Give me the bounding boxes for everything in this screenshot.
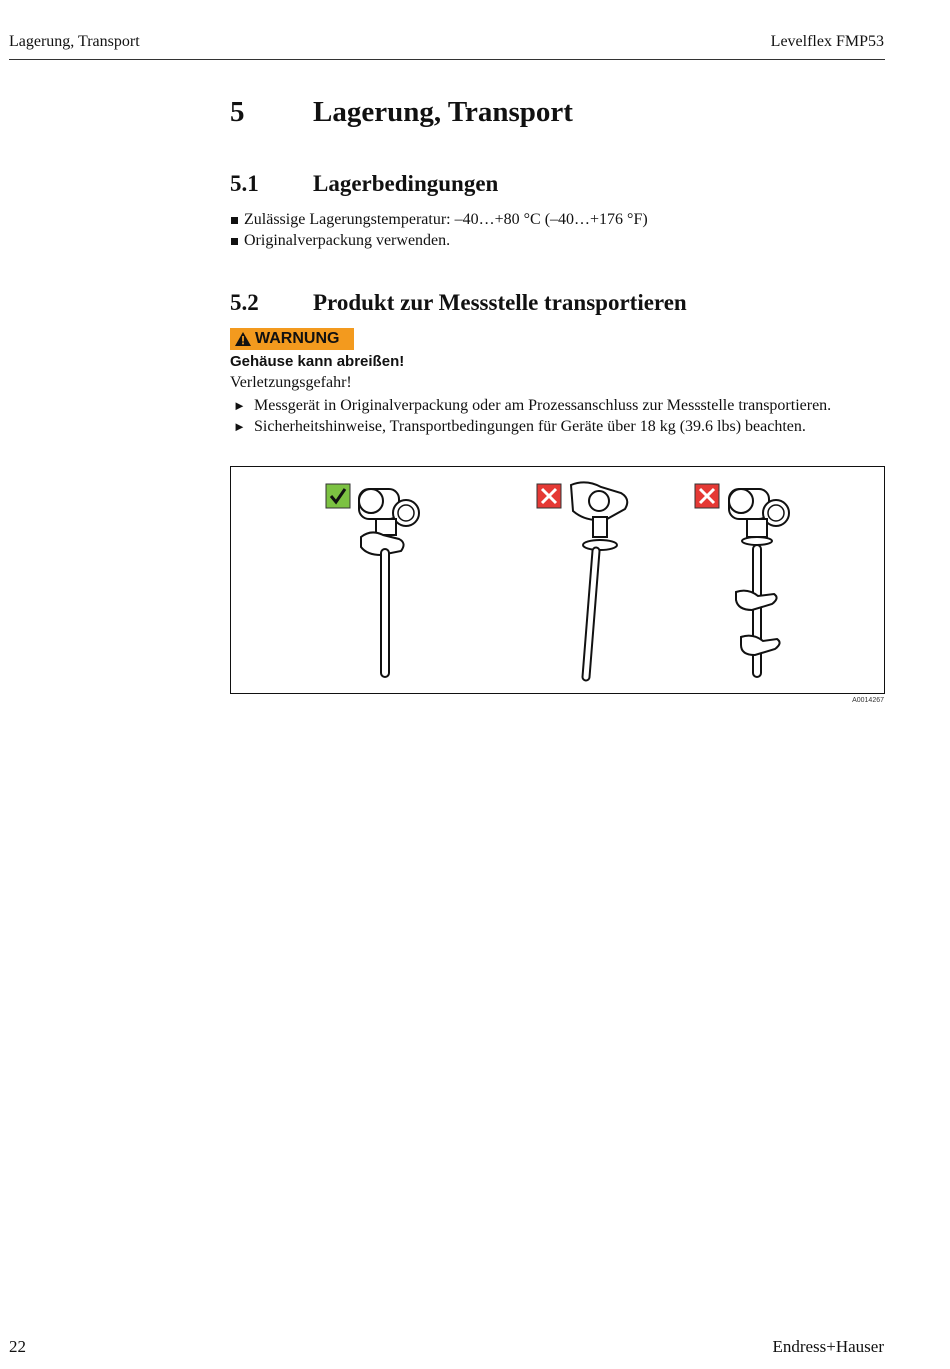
header-divider xyxy=(9,59,885,60)
chapter-heading xyxy=(230,96,573,129)
section-number: 5.1 xyxy=(230,171,259,196)
list-item: Zulässige Lagerungstemperatur: –40…+80 °C (–40…+176 °F) xyxy=(230,209,648,230)
section-title: Produkt zur Messstelle transportieren xyxy=(313,290,687,315)
brand-footer: Endress+Hauser xyxy=(772,1337,884,1356)
correct-panel xyxy=(326,484,419,677)
page-number: 22 xyxy=(9,1337,26,1356)
warning-badge xyxy=(230,328,354,350)
section-heading-5-2 xyxy=(230,290,687,316)
warning-title: Gehäuse kann abreißen! xyxy=(230,353,405,370)
list-item: Originalverpackung verwenden. xyxy=(230,230,648,251)
list-item xyxy=(230,395,831,416)
transport-illustration xyxy=(231,467,884,693)
warning-label: WARNUNG xyxy=(255,330,340,347)
section-heading-5-1 xyxy=(230,171,498,197)
chapter-title: Lagerung, Transport xyxy=(313,96,573,128)
wrong-panel-2 xyxy=(695,484,789,677)
figure-code: A0014267 xyxy=(852,697,884,704)
running-header-left: Lagerung, Transport xyxy=(9,33,140,50)
warning-text: Verletzungsgefahr! xyxy=(230,374,352,391)
step-text: Messgerät in Originalverpackung oder am Prozessanschluss zur Messstelle transportieren. xyxy=(254,397,832,414)
list-item xyxy=(230,416,831,437)
chapter-number: 5 xyxy=(230,96,245,128)
section-number: 5.2 xyxy=(230,290,259,315)
arrow-icon: ► xyxy=(233,398,246,413)
section-title: Lagerbedingungen xyxy=(313,171,499,196)
warning-triangle-icon xyxy=(234,331,252,347)
arrow-icon: ► xyxy=(233,419,246,434)
wrong-panel-1 xyxy=(537,482,627,677)
step-text: Sicherheitshinweise, Transportbedingungen für Geräte über 18 kg (39.6 lbs) beachten. xyxy=(254,418,806,435)
storage-conditions-list xyxy=(230,209,648,251)
warning-steps xyxy=(230,395,831,437)
check-icon xyxy=(326,484,350,508)
running-header-right: Levelflex FMP53 xyxy=(770,33,884,50)
transport-figure xyxy=(230,466,885,694)
